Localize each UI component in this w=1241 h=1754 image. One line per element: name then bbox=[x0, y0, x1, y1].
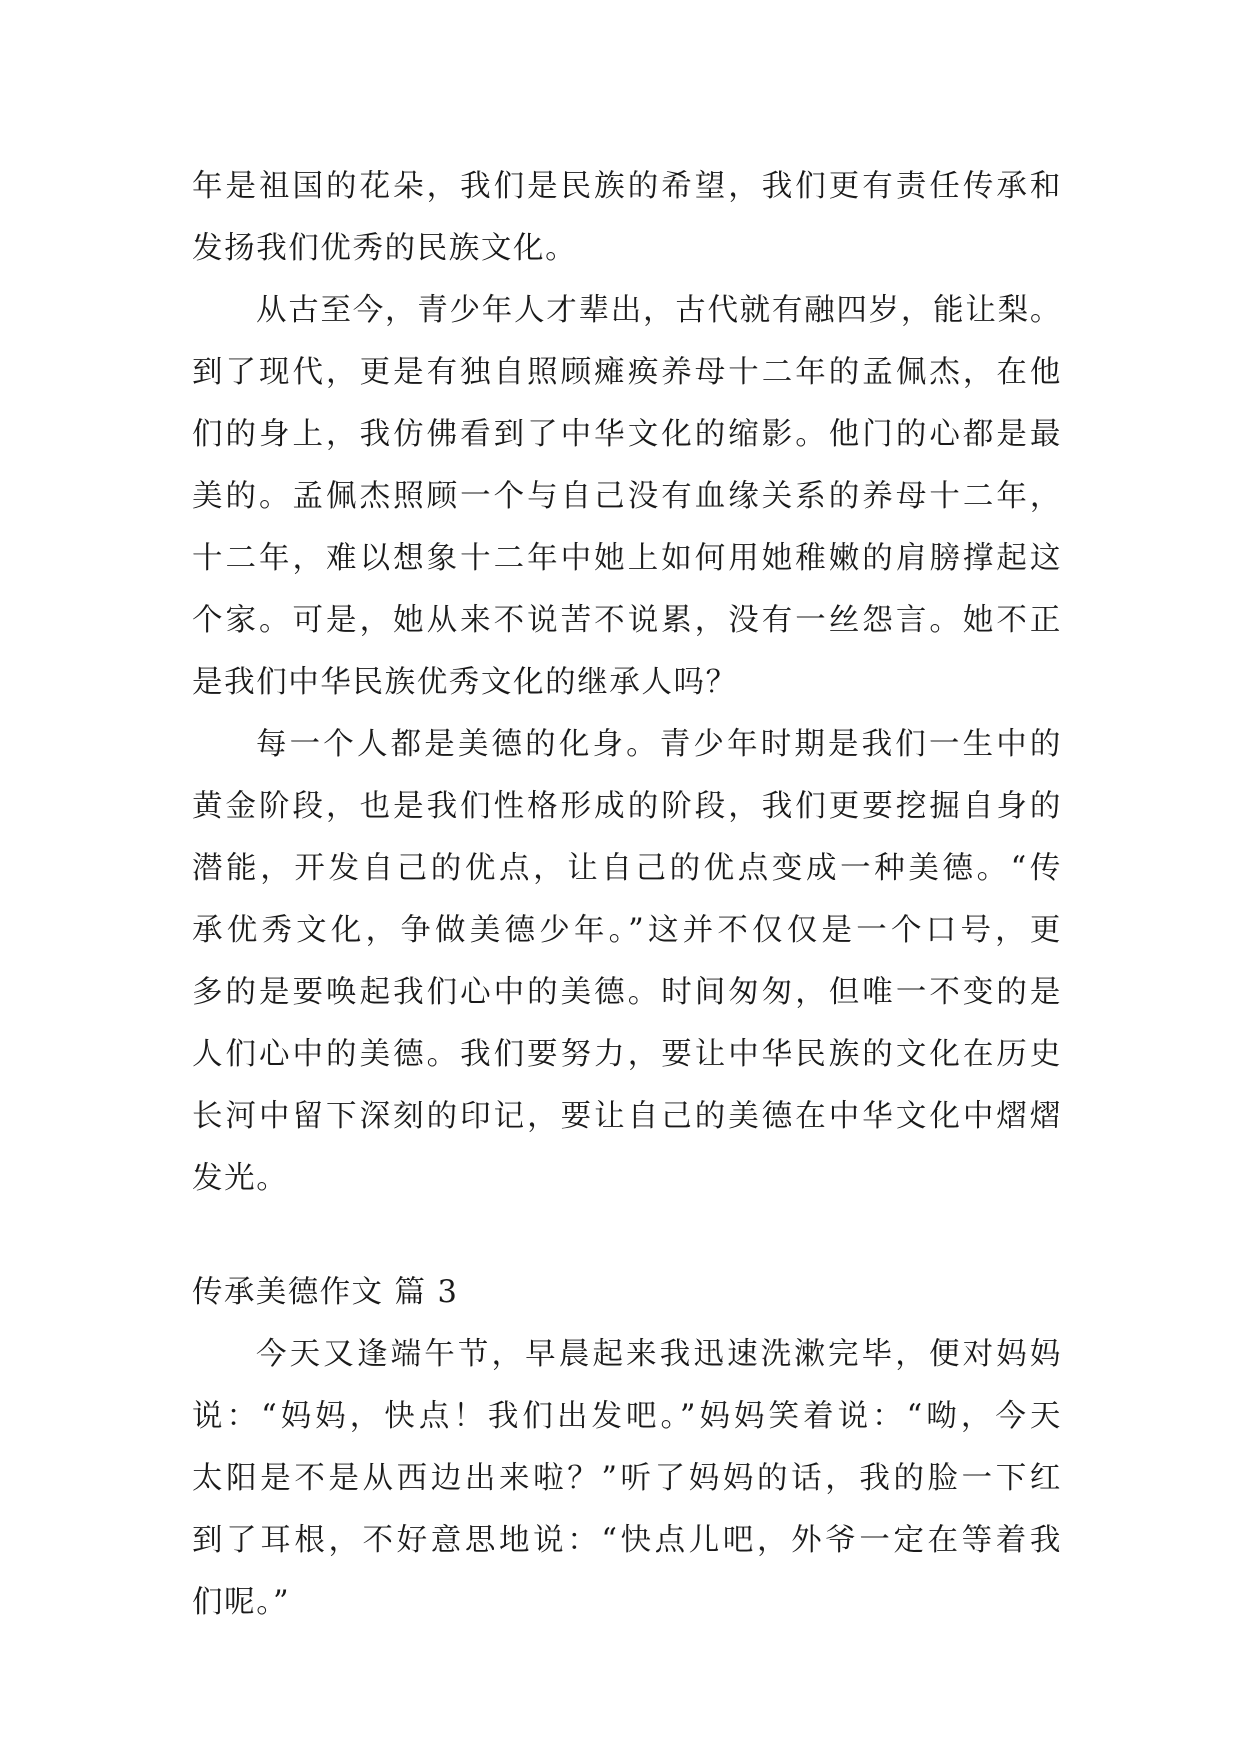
text-line: 们呢。” bbox=[192, 1585, 291, 1620]
text-line: 今天又逢端午节，早晨起来我迅速洗漱完毕，便对妈妈 bbox=[256, 1337, 1062, 1372]
text-line: 们的身上，我仿佛看到了中华文化的缩影。他门的心都是最 bbox=[192, 417, 1062, 452]
text-line: 年是祖国的花朵，我们是民族的希望，我们更有责任传承和 bbox=[192, 169, 1062, 204]
paragraph bbox=[192, 280, 1062, 714]
text-line: 十二年，难以想象十二年中她上如何用她稚嫩的肩膀撑起这 bbox=[192, 541, 1062, 576]
text-line: 到了耳根，不好意思地说：“快点儿吧，外爷一定在等着我 bbox=[192, 1523, 1062, 1558]
text-line: 每一个人都是美德的化身。青少年时期是我们一生中的 bbox=[256, 727, 1062, 762]
text-line: 承优秀文化，争做美德少年。”这并不仅仅是一个口号，更 bbox=[192, 913, 1062, 948]
text-line: 潜能，开发自己的优点，让自己的优点变成一种美德。“传 bbox=[192, 851, 1062, 886]
section-spacer bbox=[192, 1210, 1062, 1262]
text-line: 黄金阶段，也是我们性格形成的阶段，我们更要挖掘自身的 bbox=[192, 789, 1062, 824]
text-line: 多的是要唤起我们心中的美德。时间匆匆，但唯一不变的是 bbox=[192, 975, 1062, 1010]
text-line: 说：“妈妈，快点！我们出发吧。”妈妈笑着说：“呦，今天 bbox=[192, 1399, 1062, 1434]
text-line: 到了现代，更是有独自照顾瘫痪养母十二年的孟佩杰，在他 bbox=[192, 355, 1062, 390]
section-heading: 传承美德作文 篇 3 bbox=[192, 1275, 459, 1310]
text-line: 个家。可是，她从来不说苦不说累，没有一丝怨言。她不正 bbox=[192, 603, 1062, 638]
text-line: 发扬我们优秀的民族文化。 bbox=[192, 231, 578, 266]
text-line: 太阳是不是从西边出来啦？”听了妈妈的话，我的脸一下红 bbox=[192, 1461, 1062, 1496]
document-body bbox=[192, 156, 1062, 1634]
text-line: 发光。 bbox=[192, 1161, 289, 1196]
paragraph-continuation bbox=[192, 156, 1062, 280]
paragraph bbox=[192, 1324, 1062, 1634]
text-line: 从古至今，青少年人才辈出，古代就有融四岁，能让梨。 bbox=[256, 293, 1062, 328]
text-line: 长河中留下深刻的印记，要让自己的美德在中华文化中熠熠 bbox=[192, 1099, 1062, 1134]
text-line: 美的。孟佩杰照顾一个与自己没有血缘关系的养母十二年， bbox=[192, 479, 1062, 514]
text-line: 人们心中的美德。我们要努力，要让中华民族的文化在历史 bbox=[192, 1037, 1062, 1072]
paragraph bbox=[192, 714, 1062, 1210]
text-line: 是我们中华民族优秀文化的继承人吗？ bbox=[192, 665, 738, 700]
